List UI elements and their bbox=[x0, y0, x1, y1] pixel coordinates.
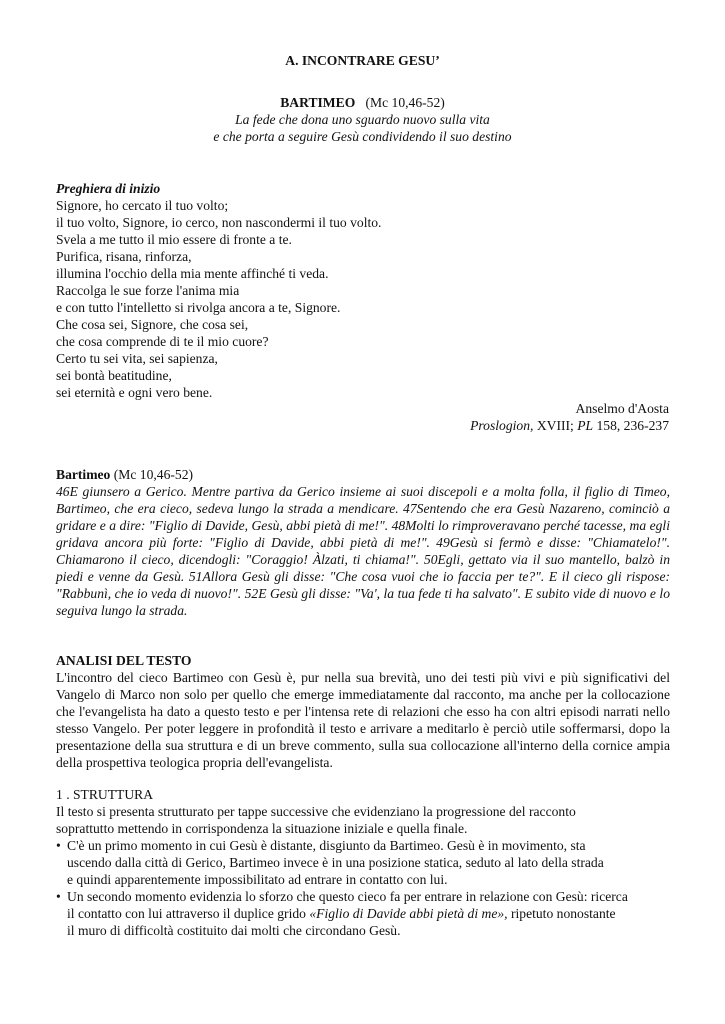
bullet-line bbox=[56, 905, 670, 922]
prayer-source bbox=[470, 417, 669, 434]
bullet-icon: • bbox=[56, 838, 61, 853]
analysis-text: L'incontro del cieco Bartimeo con Gesù è, pur nella sua brevità, uno dei testi più vivi e più significativi del Vangelo di Marco non solo per quello che emerge immediatamente dal racconto, ma anche per la collocazione che l'evangelista ha dato a questo testo e per l'intensa rete di relazioni che esso ha con altri episodi narrati nello stesso Vangelo. Per poter leggere in profondità il testo e arrivare a meditarlo è perciò utile soffermarsi, dopo la presentazione della sua struttura e di un breve commento, sulla sua collocazione all'interno della cornice ampia della prospettiva teologica propria dell'evangelista. bbox=[56, 670, 670, 770]
passage-subtitle-1: La fede che dona uno sguardo nuovo sulla vita bbox=[235, 112, 490, 127]
section-title: A. INCONTRARE GESU’ bbox=[285, 53, 440, 68]
prayer-heading: Preghiera di inizio bbox=[56, 181, 161, 196]
bullet-line: e quindi apparentemente impossibilitato ad entrare in contatto con lui. bbox=[67, 872, 448, 887]
analysis-heading: ANALISI DEL TESTO bbox=[56, 653, 192, 668]
bullet-quote: «Figlio di Davide abbi pietà di me», bbox=[309, 906, 508, 921]
reading-ref: (Mc 10,46-52) bbox=[110, 467, 194, 482]
structure-intro-line: Il testo si presenta strutturato per tappe successive che evidenziano la progressione del racconto bbox=[56, 804, 576, 819]
source-pl: PL bbox=[577, 418, 594, 433]
passage-name: BARTIMEO bbox=[280, 95, 356, 110]
reading-name: Bartimeo bbox=[56, 467, 111, 482]
prayer-line: Purifica, risana, rinforza, bbox=[56, 249, 192, 264]
prayer-line: Signore, ho cercato il tuo volto; bbox=[56, 198, 229, 213]
structure-heading: 1 . STRUTTURA bbox=[56, 787, 154, 802]
structure-bullet-2 bbox=[56, 888, 670, 939]
prayer-line: Raccolga le sue forze l'anima mia bbox=[56, 283, 240, 298]
prayer-line: sei bontà beatitudine, bbox=[56, 368, 172, 383]
prayer-line: che cosa comprende di te il mio cuore? bbox=[56, 334, 269, 349]
bullet-line: C'è un primo momento in cui Gesù è distante, disgiunto da Bartimeo. Gesù è in movimento, sta bbox=[67, 838, 586, 853]
passage-ref: (Mc 10,46-52) bbox=[365, 95, 445, 110]
prayer-line: Certo tu sei vita, sei sapienza, bbox=[56, 351, 218, 366]
prayer-line: illumina l'occhio della mia mente affinché ti veda. bbox=[56, 266, 329, 281]
passage-subtitle-2: e che porta a seguire Gesù condividendo il suo destino bbox=[213, 129, 512, 144]
prayer-line: sei eternità e ogni vero bene. bbox=[56, 385, 213, 400]
source-chapter: XVIII; bbox=[533, 418, 578, 433]
prayer-line: Svela a me tutto il mio essere di fronte a te. bbox=[56, 232, 292, 247]
prayer-line: Che cosa sei, Signore, che cosa sei, bbox=[56, 317, 249, 332]
bullet-text: ripetuto nonostante bbox=[507, 906, 616, 921]
prayer-author: Anselmo d'Aosta bbox=[575, 401, 669, 416]
reading-heading bbox=[56, 466, 193, 483]
prayer-line: e con tutto l'intelletto si rivolga ancora a te, Signore. bbox=[56, 300, 341, 315]
structure-intro-line: soprattutto mettendo in corrispondenza la situazione iniziale e quella finale. bbox=[56, 821, 468, 836]
bullet-line: Un secondo momento evidenzia lo sforzo che questo cieco fa per entrare in relazione con Gesù: ricerca bbox=[67, 889, 628, 904]
bullet-line: il muro di difficoltà costituito dai molti che circondano Gesù. bbox=[67, 923, 401, 938]
passage-title bbox=[0, 94, 725, 111]
bullet-text: il contatto con lui attraverso il duplice grido bbox=[67, 906, 310, 921]
source-work: Proslogion, bbox=[470, 418, 534, 433]
bullet-line: uscendo dalla città di Gerico, Bartimeo invece è in una posizione statica, seduto al lato della strada bbox=[67, 855, 604, 870]
prayer-text bbox=[56, 197, 670, 401]
bullet-icon: • bbox=[56, 889, 61, 904]
reading-text: 46E giunsero a Gerico. Mentre partiva da Gerico insieme ai suoi discepoli e a molta folla, il figlio di Timeo, Bartimeo, che era cieco, sedeva lungo la strada a mendicare. 47Sentendo che era Gesù Nazareno, cominciò a gridare e a dire: "Figlio di Davide, Gesù, abbi pietà di me!". 48Molti lo rimproveravano perché tacesse, ma egli gridava ancora più forte: "Figlio di Davide, abbi pietà di me!". 49Gesù si fermò e disse: "Chiamatelo!". Chiamarono il cieco, dicendogli: "Coraggio! Àlzati, ti chiama!". 50Egli, gettato via il suo mantello, balzò in piedi e venne da Gesù. 51Allora Gesù gli disse: "Che cosa vuoi che io faccia per te?". E il cieco gli rispose: "Rabbunì, che io veda di nuovo!". 52E Gesù gli disse: "Va', la tua fede ti ha salvato". E subito vide di nuovo e lo seguiva lungo la strada. bbox=[56, 484, 670, 618]
structure-bullet-1 bbox=[56, 837, 670, 888]
source-pages: 158, 236-237 bbox=[593, 418, 669, 433]
prayer-line: il tuo volto, Signore, io cerco, non nascondermi il tuo volto. bbox=[56, 215, 382, 230]
